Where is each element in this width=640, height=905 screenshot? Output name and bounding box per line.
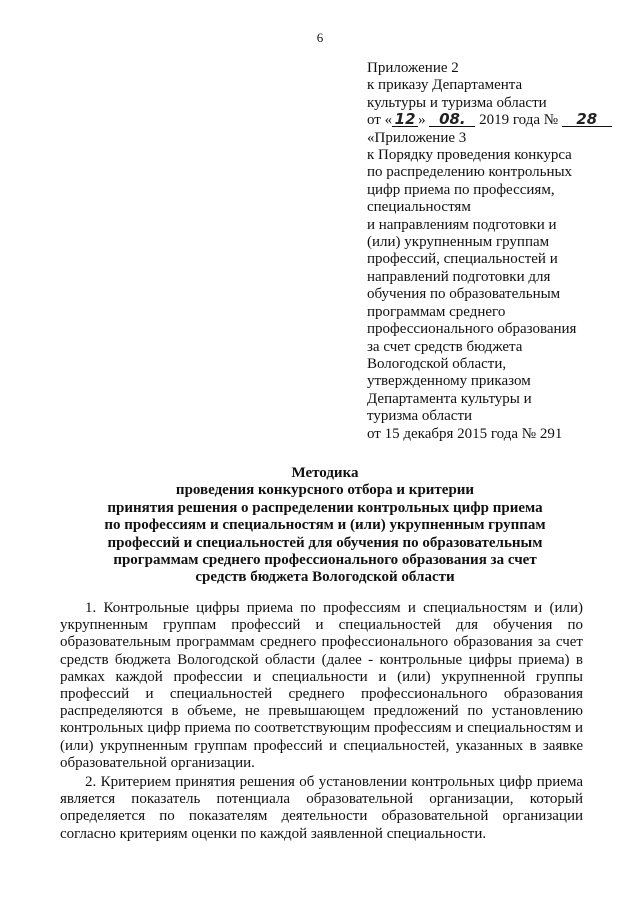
annex-ref-line: туризма области [367, 408, 473, 425]
paragraph-2: 2. Критерием принятия решения об установлении контрольных цифр приема является показатель потенциала образовательной организации, который определяется по показателям деятельности образовательной организации согласно критериям оценки по каждой заявленной специальности. [60, 774, 583, 842]
handwritten-order-number: 28 [562, 112, 612, 127]
title-line: программам среднего профессионального образования за счет [113, 552, 537, 569]
title-line: средств бюджета Вологодской области [195, 569, 455, 586]
handwritten-month: 08. [429, 112, 475, 127]
annex-title: Приложение 2 [367, 60, 459, 76]
date-mid: » [418, 112, 426, 129]
page-number: 6 [316, 30, 324, 45]
handwritten-day: 12 [392, 112, 418, 127]
paragraph-1: 1. Контрольные цифры приема по профессиям и специальностям и (или) укрупненным группам профессий и специальностей для обучения по образовательным программам среднего профессионального образования за счет средств бюджета Вологодской области (далее - контрольные цифры приема) в рамках каждой профессии и специальности и (или) укрупненной группы профессий и специальностей среднего профессионального образования распределяются в объеме, не превышающем предложений по установлению контрольных цифр приема по соответствующим профессиям и специальностям и (или) укрупненным группам профессий и специальностей, указанных в заявке образовательной организации. [60, 600, 583, 771]
annex-line: культуры и туризма области [367, 94, 547, 111]
annex-block [367, 60, 607, 443]
annex-ref-line: профессий, специальностей и [367, 251, 558, 268]
date-year-text: 2019 года № [479, 112, 559, 129]
title-line: профессий и специальностей для обучения по образовательным [107, 534, 543, 551]
annex-line: к приказу Департамента [367, 77, 523, 94]
annex-ref-line: профессионального образования [367, 321, 577, 338]
document-body [60, 600, 583, 845]
annex-ref-line: по распределению контрольных [367, 164, 573, 181]
title-line: проведения конкурсного отбора и критерии [175, 482, 475, 499]
annex-ref-line: за счет средств бюджета [367, 338, 523, 355]
document-title [60, 465, 590, 587]
annex-ref-line: (или) укрупненным группам [367, 234, 550, 251]
annex-ref-line: программам среднего [367, 303, 506, 320]
annex-ref-line: Департамента культуры и [367, 390, 532, 407]
annex-ref-line: специальностям [367, 199, 471, 216]
annex-ref-line: утвержденному приказом [367, 373, 531, 390]
annex-ref-line: «Приложение 3 [367, 129, 467, 146]
title-line: по профессиям и специальностям и (или) укрупненным группам [104, 517, 546, 534]
annex-ref-line: Вологодской области, [367, 355, 507, 372]
annex-ref-line: к Порядку проведения конкурса [367, 147, 572, 164]
annex-ref-line: направлений подготовки для [367, 268, 551, 285]
annex-ref-line: цифр приема по профессиям, [367, 181, 555, 198]
date-prefix: от « [367, 112, 393, 129]
annex-ref-line: от 15 декабря 2015 года № 291 [367, 425, 563, 442]
annex-ref-line: и направлениям подготовки и [367, 216, 557, 233]
title-heading: Методика [291, 465, 359, 481]
annex-ref-line: обучения по образовательным [367, 286, 561, 303]
annex-date-line [367, 112, 607, 129]
title-line: принятия решения о распределении контрольных цифр приема [107, 499, 543, 516]
